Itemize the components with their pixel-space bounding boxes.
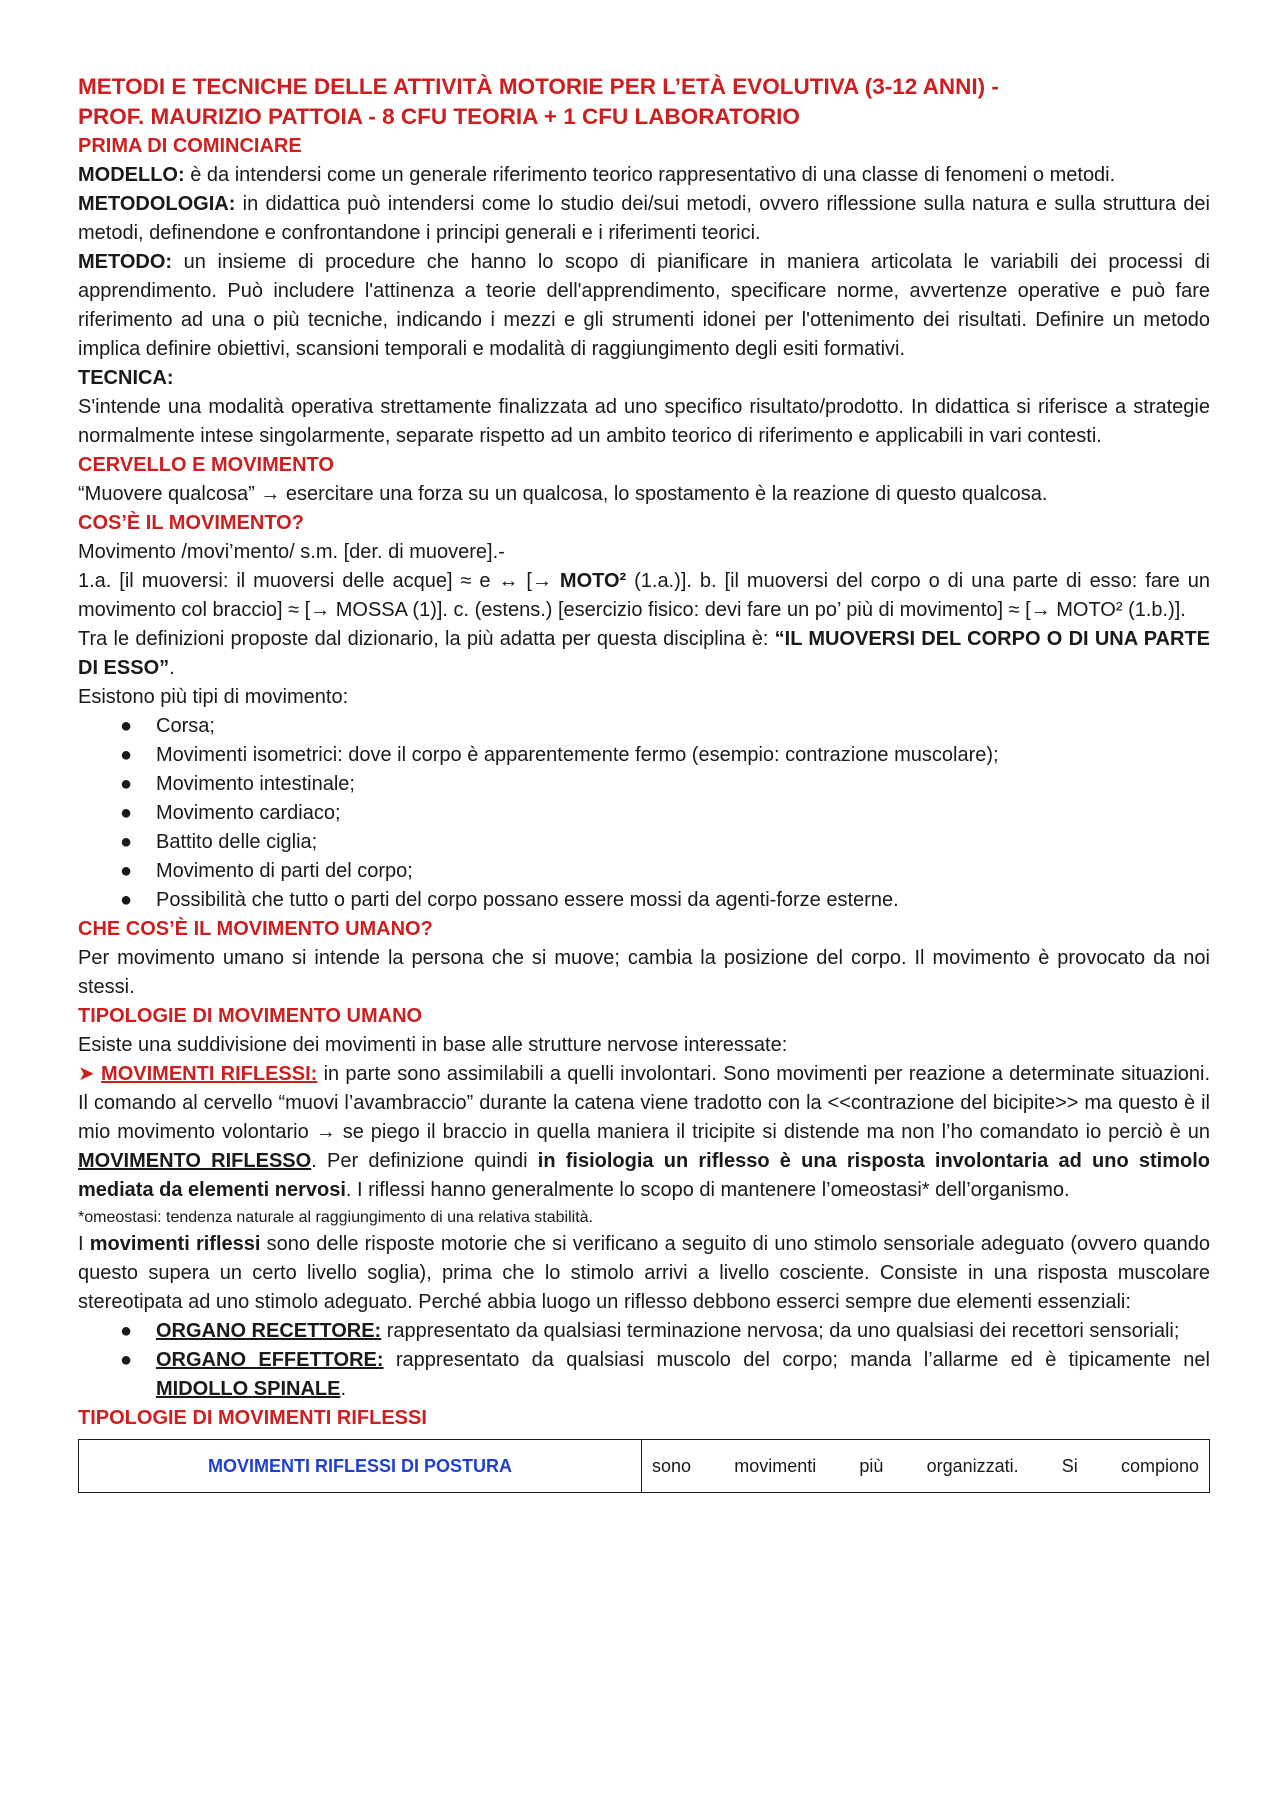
list-item — [78, 799, 1210, 828]
list-item-text: Movimenti isometrici: dove il corpo è apparentemente fermo (esempio: contrazione muscolare); — [156, 744, 999, 766]
paragraph-umano: Per movimento umano si intende la persona che si muove; cambia la posizione del corpo. Il movimento è provocato da noi stessi. — [78, 947, 1210, 998]
document-page — [78, 72, 1210, 1493]
def-part-a: 1.a. [il muoversi: il muoversi delle acque] ≈ e ↔ [→ — [78, 570, 560, 592]
text-metodologia: in didattica può intendersi come lo studio dei/sui metodi, ovvero riflessione sulla natura e sulla struttura dei metodi, definendone e confrontandone i principi generali e i riferimenti teorici. — [78, 193, 1210, 244]
list-item-text: Corsa; — [156, 715, 215, 737]
list-item-text: Movimento cardiaco; — [156, 802, 341, 824]
section-heading-umano: CHE COS’È IL MOVIMENTO UMANO? — [78, 918, 433, 940]
mr-start: I — [78, 1233, 90, 1255]
bullet-icon: ● — [120, 831, 133, 853]
term-modello: MODELLO: — [78, 164, 185, 186]
term-metodo: METODO: — [78, 251, 173, 273]
table-cell-left: MOVIMENTI RIFLESSI DI POSTURA — [79, 1440, 642, 1493]
bullet-icon: ● — [120, 860, 133, 882]
def-part-b: (1.a.)]. b. [il muoversi del corpo o di una parte di esso: fare un movimento col braccio] ≈ [→ MOSSA (1)]. c. (estens.) [esercizio fisico: devi fare un po’ più di movimento] ≈ [→ MOTO² (1.b.)]. — [78, 570, 1210, 621]
paragraph-modello — [78, 161, 1210, 190]
list-item — [78, 712, 1210, 741]
list-item — [78, 1317, 1210, 1346]
paragraph-movimenti-riflessi — [78, 1060, 1210, 1205]
bullet-icon: ● — [120, 744, 133, 766]
section-heading-cose: COS’È IL MOVIMENTO? — [78, 512, 304, 534]
tra-bold: “IL MUOVERSI DEL CORPO O DI UNA PARTE DI ESSO” — [78, 628, 1210, 679]
term-metodologia: METODOLOGIA: — [78, 193, 236, 215]
text-metodo: un insieme di procedure che hanno lo scopo di pianificare in maniera articolata le variabili dei processi di apprendimento. Può includere l'attinenza a teorie dell'apprendimento, specificare norme, avvertenze operative e può fare riferimento ad una o più tecniche, indicando i mezzi e gli strumenti idonei per l'ottenimento dei risultati. Definire un metodo implica definire obiettivi, scansioni temporali e modalità di raggiungimento degli esiti formativi. — [78, 251, 1210, 360]
riflessi-text-3: . I riflessi hanno generalmente lo scopo di mantenere l’omeostasi* dell’organismo. — [345, 1179, 1070, 1201]
tra-text: Tra le definizioni proposte dal dizionario, la più adatta per questa disciplina è: — [78, 628, 775, 650]
def-moto: MOTO² — [559, 570, 627, 592]
bullet-icon: ● — [120, 889, 133, 911]
organo-effettore-text: rappresentato da qualsiasi muscolo del corpo; manda l’allarme ed è tipicamente nel — [383, 1349, 1210, 1371]
bullet-icon: ● — [120, 1349, 133, 1371]
bullet-icon: ● — [120, 802, 133, 824]
text-modello: è da intendersi come un generale riferimento teorico rappresentativo di una classe di fenomeni o metodi. — [184, 164, 1116, 186]
list-item-text: Battito delle ciglia; — [156, 831, 318, 853]
list-item — [78, 886, 1210, 915]
arrow-bullet-icon: ➤ — [78, 1063, 95, 1085]
list-item-text: Movimento intestinale; — [156, 773, 355, 795]
movimento-riflesso-term: MOVIMENTO RIFLESSO — [78, 1150, 312, 1172]
riflesso-definition: in fisiologia un riflesso è una risposta involontaria ad uno stimolo mediata da elementi nervosi — [78, 1150, 1210, 1201]
tipi-list — [78, 712, 1210, 915]
dictionary-definitions — [78, 567, 1210, 625]
mr-text: sono delle risposte motorie che si verificano a seguito di uno stimolo sensoriale adeguato (ovvero quando questo supera un certo livello soglia), prima che lo stimolo arrivi a livello cosciente. Consiste in una risposta muscolare stereotipata ad uno stimolo adeguato. Perché abbia luogo un riflesso debbono esserci sempre due elementi essenziali: — [78, 1233, 1210, 1313]
paragraph-cervello: “Muovere qualcosa” → esercitare una forza su un qualcosa, lo spostamento è la reazione di questo qualcosa. — [78, 483, 1048, 505]
riflessi-text-2: . Per definizione quindi — [311, 1150, 538, 1172]
paragraph-tra — [78, 625, 1210, 683]
bullet-icon: ● — [120, 773, 133, 795]
organo-effettore-end: . — [340, 1378, 347, 1400]
section-heading-cervello: CERVELLO E MOVIMENTO — [78, 454, 334, 476]
document-title-line-1: METODI E TECNICHE DELLE ATTIVITÀ MOTORIE PER L’ETÀ EVOLUTIVA (3-12 ANNI) - — [78, 74, 999, 99]
midollo-spinale: MIDOLLO SPINALE — [156, 1378, 341, 1400]
footnote-omeostasi: *omeostasi: tendenza naturale al raggiungimento di una relativa stabilità. — [78, 1209, 593, 1226]
riflessi-text-1: in parte sono assimilabili a quelli involontari. Sono movimenti per reazione a determinate situazioni. Il comando al cervello “muovi l’avambraccio” durante la catena viene tradotto con la <<contrazione del bicipite>> ma questo è il mio movimento volontario → se piego il braccio in quella maniera il tricipite si distende ma non l’ho comandato io perciò è un — [78, 1063, 1211, 1143]
document-title-line-2: PROF. MAURIZIO PATTOIA - 8 CFU TEORIA + 1 CFU LABORATORIO — [78, 104, 800, 129]
list-item-text: Movimento di parti del corpo; — [156, 860, 413, 882]
list-item — [78, 1346, 1210, 1404]
organo-effettore-label: ORGANO EFFETTORE: — [156, 1349, 384, 1371]
paragraph-metodo — [78, 248, 1210, 364]
bullet-icon: ● — [120, 715, 133, 737]
paragraph-tecnica: S'intende una modalità operativa strettamente finalizzata ad uno specifico risultato/prodotto. In didattica si riferisce a strategie normalmente intese singolarmente, separate rispetto ad un ambito teorico di riferimento e applicabili in vari contesti. — [78, 396, 1210, 447]
organi-list — [78, 1317, 1210, 1404]
label-movimenti-riflessi: MOVIMENTI RIFLESSI: — [101, 1063, 318, 1085]
table-cell-right: sono movimenti più organizzati. Si compiono — [642, 1440, 1210, 1493]
term-tecnica — [78, 364, 1210, 393]
list-item — [78, 828, 1210, 857]
section-heading-prima: PRIMA DI COMINCIARE — [78, 135, 302, 157]
organo-recettore-label: ORGANO RECETTORE: — [156, 1320, 382, 1342]
list-item — [78, 770, 1210, 799]
mr-bold: movimenti riflessi — [89, 1233, 261, 1255]
paragraph-mr — [78, 1230, 1210, 1317]
bullet-icon: ● — [120, 1320, 133, 1342]
list-item — [78, 741, 1210, 770]
list-item-text: Possibilità che tutto o parti del corpo possano essere mossi da agenti-forze esterne. — [156, 889, 899, 911]
organo-recettore-text: rappresentato da qualsiasi terminazione nervosa; da uno qualsiasi dei recettori sensoriali; — [381, 1320, 1180, 1342]
tipologie-intro: Esiste una suddivisione dei movimenti in base alle strutture nervose interessate: — [78, 1034, 788, 1056]
tipi-intro: Esistono più tipi di movimento: — [78, 686, 349, 708]
table-row — [79, 1440, 1210, 1493]
paragraph-metodologia — [78, 190, 1210, 248]
list-item — [78, 857, 1210, 886]
tra-end: . — [169, 657, 175, 679]
dictionary-headword: Movimento /movi’mento/ s.m. [der. di muovere].- — [78, 541, 505, 563]
section-heading-riflessi-table: TIPOLOGIE DI MOVIMENTI RIFLESSI — [78, 1407, 427, 1429]
riflessi-table — [78, 1439, 1210, 1493]
section-heading-tipologie: TIPOLOGIE DI MOVIMENTO UMANO — [78, 1005, 423, 1027]
term-tecnica-label: TECNICA: — [78, 367, 174, 389]
